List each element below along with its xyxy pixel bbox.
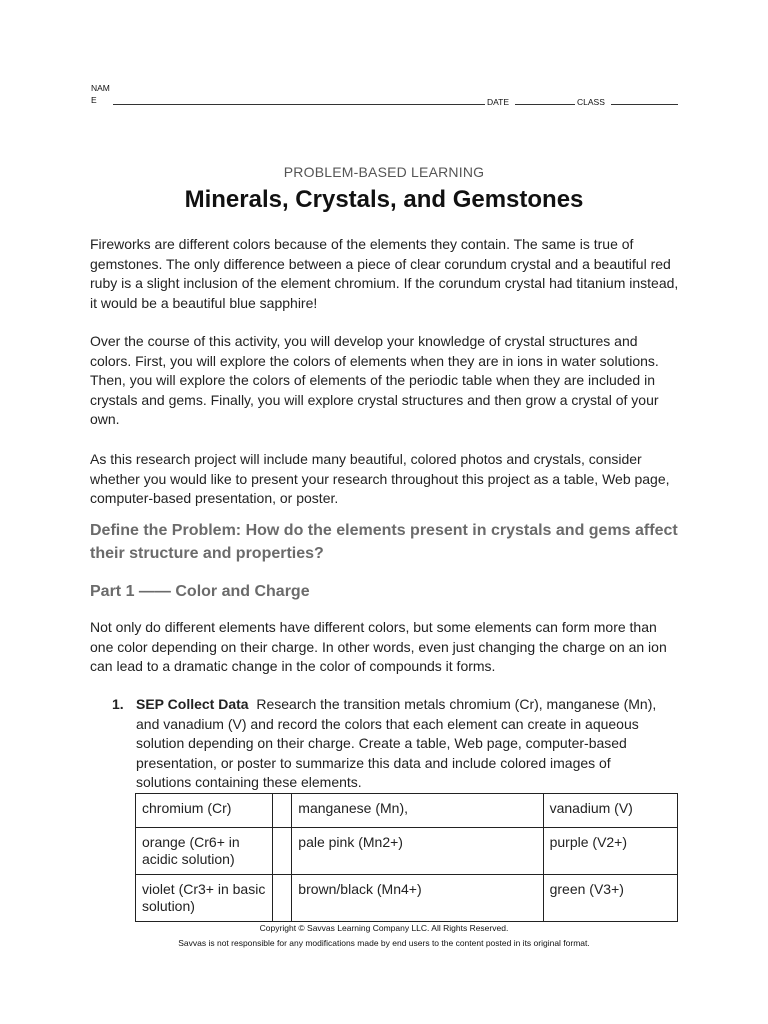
part1-paragraph: Not only do different elements have different colors, but some elements can form more than one color depending on their charge. In other words, even just changing the charge on an ion can lead to a dramatic change in the color of compounds it forms. (90, 619, 667, 674)
question-tag: SEP Collect Data (136, 696, 249, 712)
name-label: NAME (91, 83, 110, 105)
table-cell: brown/black (Mn4+) (292, 875, 543, 922)
spacer-cell (273, 875, 292, 922)
table-row (136, 828, 678, 875)
header-vanadium: vanadium (V) (543, 794, 677, 828)
copyright-notice: Copyright © Savvas Learning Company LLC. All Rights Reserved. (259, 923, 509, 933)
header-manganese: manganese (Mn), (292, 794, 543, 828)
define-problem-heading: Define the Problem: How do the elements present in crystals and gems affect their structure and properties? (90, 522, 678, 562)
question-text: Research the transition metals chromium (Cr), manganese (Mn), and vanadium (V) and record the colors that each element can create in aqueous solution depending on their charge. Create a table, Web page, computer-based presentation, or poster to summarize this data and include colored images of solutions containing these elements. (136, 696, 657, 790)
table-cell: pale pink (Mn2+) (292, 828, 543, 875)
intro-paragraph-3: As this research project will include many beautiful, colored photos and crystals, consider whether you would like to present your research throughout this project as a table, Web page, computer-based presentation, or poster. (90, 451, 670, 506)
intro-paragraph-2: Over the course of this activity, you will develop your knowledge of crystal structures and colors. First, you will explore the colors of elements when they are in ions in water solutions. Then, you will explore the colors of elements of the periodic table when they are included in crystals and gems. Finally, you will explore crystal structures and then grow a crystal of your own. (90, 333, 659, 427)
table-row (136, 875, 678, 922)
color-charge-table (135, 793, 678, 922)
class-field-line[interactable] (611, 104, 678, 105)
class-label: CLASS (577, 97, 605, 107)
table-cell: orange (Cr6+ in acidic solution) (136, 828, 273, 875)
spacer-cell (273, 794, 292, 828)
table-cell: purple (V2+) (543, 828, 677, 875)
spacer-cell (273, 828, 292, 875)
name-field-line[interactable] (113, 104, 485, 105)
date-field-line[interactable] (515, 104, 575, 105)
part1-heading: Part 1 —— Color and Charge (90, 583, 310, 600)
section-kicker: PROBLEM-BASED LEARNING (283, 164, 485, 180)
table-header-row (136, 794, 678, 828)
header-chromium: chromium (Cr) (136, 794, 273, 828)
table-cell: green (V3+) (543, 875, 677, 922)
table-cell: violet (Cr3+ in basic solution) (136, 875, 273, 922)
question-body (136, 695, 666, 793)
disclaimer-notice: Savvas is not responsible for any modifications made by end users to the content posted in its original format. (178, 938, 590, 948)
student-info-header (91, 82, 678, 112)
question-number: 1. (112, 696, 124, 712)
date-label: DATE (487, 97, 510, 107)
intro-paragraph-1: Fireworks are different colors because of the elements they contain. The same is true of gemstones. The only difference between a piece of clear corundum crystal and a beautiful red ruby is a slight inclusion of the element chromium. If the corundum crystal had titanium instead, it would be a beautiful blue sapphire! (90, 236, 679, 311)
page-title: Minerals, Crystals, and Gemstones (184, 186, 584, 213)
